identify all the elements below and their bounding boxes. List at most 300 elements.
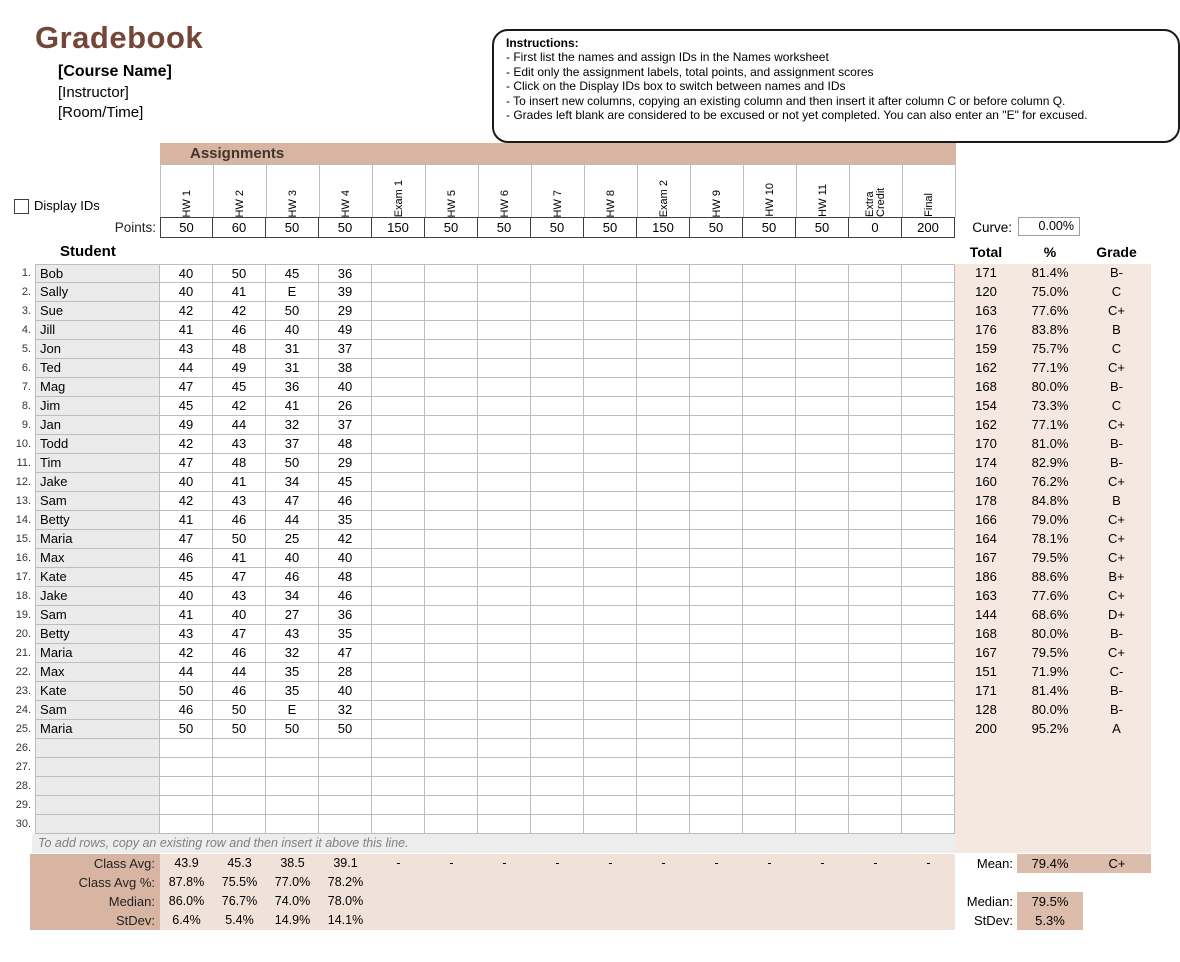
score-cell[interactable]: 41 <box>160 321 213 340</box>
score-cell[interactable]: 31 <box>266 359 319 378</box>
score-cell[interactable] <box>584 625 637 644</box>
score-cell[interactable] <box>160 758 213 777</box>
score-cell[interactable] <box>531 321 584 340</box>
score-cell[interactable] <box>743 549 796 568</box>
score-cell[interactable] <box>796 568 849 587</box>
score-cell[interactable]: 36 <box>319 606 372 625</box>
score-cell[interactable] <box>690 264 743 283</box>
assignment-column-header-cell[interactable] <box>744 164 797 217</box>
score-cell[interactable] <box>637 568 690 587</box>
student-name-cell[interactable]: Bob <box>35 264 160 283</box>
points-cell[interactable]: 50 <box>796 217 849 238</box>
score-cell[interactable] <box>584 644 637 663</box>
score-cell[interactable] <box>637 777 690 796</box>
score-cell[interactable] <box>902 435 955 454</box>
student-name-cell[interactable]: Sam <box>35 606 160 625</box>
score-cell[interactable] <box>213 796 266 815</box>
score-cell[interactable] <box>849 454 902 473</box>
score-cell[interactable] <box>902 644 955 663</box>
student-name-cell[interactable]: Ted <box>35 359 160 378</box>
student-name-cell[interactable]: Sam <box>35 492 160 511</box>
score-cell[interactable] <box>743 606 796 625</box>
score-cell[interactable] <box>902 663 955 682</box>
score-cell[interactable] <box>584 701 637 720</box>
points-cell[interactable]: 50 <box>531 217 584 238</box>
score-cell[interactable] <box>478 682 531 701</box>
points-cell[interactable]: 50 <box>690 217 743 238</box>
score-cell[interactable] <box>266 739 319 758</box>
score-cell[interactable] <box>849 340 902 359</box>
score-cell[interactable] <box>584 606 637 625</box>
score-cell[interactable]: 26 <box>319 397 372 416</box>
score-cell[interactable] <box>849 473 902 492</box>
score-cell[interactable] <box>531 549 584 568</box>
score-cell[interactable] <box>531 397 584 416</box>
score-cell[interactable] <box>637 340 690 359</box>
assignment-column-header-cell[interactable] <box>691 164 744 217</box>
score-cell[interactable] <box>637 378 690 397</box>
score-cell[interactable]: 45 <box>160 397 213 416</box>
score-cell[interactable] <box>902 492 955 511</box>
score-cell[interactable]: 42 <box>160 435 213 454</box>
score-cell[interactable] <box>478 397 531 416</box>
score-cell[interactable] <box>690 530 743 549</box>
score-cell[interactable] <box>849 568 902 587</box>
points-cell[interactable]: 50 <box>584 217 637 238</box>
score-cell[interactable] <box>796 549 849 568</box>
score-cell[interactable] <box>425 682 478 701</box>
score-cell[interactable]: 37 <box>266 435 319 454</box>
score-cell[interactable]: 40 <box>160 283 213 302</box>
score-cell[interactable] <box>160 815 213 834</box>
score-cell[interactable] <box>213 777 266 796</box>
score-cell[interactable] <box>690 815 743 834</box>
assignment-column-header-cell[interactable] <box>532 164 585 217</box>
score-cell[interactable] <box>584 264 637 283</box>
score-cell[interactable] <box>637 587 690 606</box>
assignment-column-header-cell[interactable] <box>638 164 691 217</box>
score-cell[interactable]: 45 <box>213 378 266 397</box>
score-cell[interactable] <box>478 492 531 511</box>
score-cell[interactable] <box>478 549 531 568</box>
score-cell[interactable] <box>372 587 425 606</box>
score-cell[interactable] <box>690 321 743 340</box>
score-cell[interactable]: 50 <box>213 701 266 720</box>
score-cell[interactable] <box>478 511 531 530</box>
score-cell[interactable]: 46 <box>213 644 266 663</box>
score-cell[interactable] <box>478 378 531 397</box>
student-name-cell[interactable] <box>35 815 160 834</box>
score-cell[interactable] <box>796 663 849 682</box>
score-cell[interactable] <box>478 359 531 378</box>
score-cell[interactable] <box>902 625 955 644</box>
student-name-cell[interactable]: Maria <box>35 530 160 549</box>
score-cell[interactable] <box>584 435 637 454</box>
score-cell[interactable] <box>743 283 796 302</box>
score-cell[interactable] <box>743 739 796 758</box>
score-cell[interactable]: 41 <box>266 397 319 416</box>
score-cell[interactable] <box>849 701 902 720</box>
score-cell[interactable] <box>796 777 849 796</box>
score-cell[interactable] <box>796 302 849 321</box>
score-cell[interactable] <box>531 340 584 359</box>
score-cell[interactable] <box>160 777 213 796</box>
assignment-column-header-cell[interactable] <box>426 164 479 217</box>
score-cell[interactable] <box>584 815 637 834</box>
student-name-cell[interactable]: Betty <box>35 511 160 530</box>
score-cell[interactable]: 43 <box>213 587 266 606</box>
score-cell[interactable] <box>213 758 266 777</box>
score-cell[interactable] <box>849 397 902 416</box>
student-name-cell[interactable]: Jim <box>35 397 160 416</box>
score-cell[interactable] <box>637 302 690 321</box>
assignment-column-header-cell[interactable] <box>585 164 638 217</box>
points-cell[interactable]: 50 <box>266 217 319 238</box>
score-cell[interactable] <box>637 682 690 701</box>
score-cell[interactable] <box>160 739 213 758</box>
student-name-cell[interactable]: Sally <box>35 283 160 302</box>
score-cell[interactable]: 32 <box>319 701 372 720</box>
score-cell[interactable] <box>796 340 849 359</box>
score-cell[interactable] <box>796 530 849 549</box>
score-cell[interactable]: 36 <box>319 264 372 283</box>
score-cell[interactable] <box>584 796 637 815</box>
score-cell[interactable] <box>425 625 478 644</box>
score-cell[interactable] <box>531 264 584 283</box>
score-cell[interactable] <box>584 682 637 701</box>
score-cell[interactable] <box>902 587 955 606</box>
score-cell[interactable] <box>637 815 690 834</box>
assignment-column-header-cell[interactable] <box>850 164 903 217</box>
score-cell[interactable] <box>531 302 584 321</box>
score-cell[interactable] <box>796 701 849 720</box>
score-cell[interactable] <box>372 739 425 758</box>
score-cell[interactable]: 41 <box>160 606 213 625</box>
score-cell[interactable] <box>637 530 690 549</box>
score-cell[interactable] <box>478 321 531 340</box>
course-name[interactable]: [Course Name] <box>58 63 172 80</box>
score-cell[interactable] <box>796 644 849 663</box>
score-cell[interactable]: 42 <box>319 530 372 549</box>
score-cell[interactable] <box>266 815 319 834</box>
score-cell[interactable] <box>902 340 955 359</box>
score-cell[interactable]: 41 <box>213 283 266 302</box>
score-cell[interactable]: 47 <box>160 530 213 549</box>
score-cell[interactable] <box>902 321 955 340</box>
score-cell[interactable]: 50 <box>213 530 266 549</box>
score-cell[interactable]: 43 <box>160 625 213 644</box>
score-cell[interactable] <box>584 758 637 777</box>
score-cell[interactable]: 43 <box>213 492 266 511</box>
score-cell[interactable] <box>425 473 478 492</box>
score-cell[interactable] <box>637 796 690 815</box>
score-cell[interactable]: 40 <box>160 264 213 283</box>
score-cell[interactable] <box>796 397 849 416</box>
score-cell[interactable] <box>637 663 690 682</box>
score-cell[interactable]: 41 <box>213 473 266 492</box>
score-cell[interactable] <box>372 530 425 549</box>
score-cell[interactable]: 44 <box>213 416 266 435</box>
score-cell[interactable] <box>584 663 637 682</box>
score-cell[interactable] <box>584 587 637 606</box>
score-cell[interactable] <box>372 796 425 815</box>
score-cell[interactable] <box>478 264 531 283</box>
score-cell[interactable] <box>584 359 637 378</box>
score-cell[interactable] <box>796 796 849 815</box>
score-cell[interactable] <box>902 416 955 435</box>
score-cell[interactable] <box>425 815 478 834</box>
score-cell[interactable] <box>743 492 796 511</box>
score-cell[interactable] <box>425 302 478 321</box>
score-cell[interactable] <box>796 435 849 454</box>
score-cell[interactable] <box>372 492 425 511</box>
score-cell[interactable]: E <box>266 701 319 720</box>
score-cell[interactable] <box>637 492 690 511</box>
score-cell[interactable] <box>637 397 690 416</box>
student-name-cell[interactable]: Kate <box>35 568 160 587</box>
score-cell[interactable] <box>902 530 955 549</box>
score-cell[interactable] <box>372 511 425 530</box>
score-cell[interactable] <box>637 359 690 378</box>
score-cell[interactable] <box>743 701 796 720</box>
score-cell[interactable]: 47 <box>213 568 266 587</box>
score-cell[interactable] <box>425 530 478 549</box>
score-cell[interactable] <box>266 796 319 815</box>
score-cell[interactable] <box>478 416 531 435</box>
score-cell[interactable] <box>425 606 478 625</box>
score-cell[interactable]: 35 <box>319 625 372 644</box>
score-cell[interactable]: 48 <box>213 454 266 473</box>
student-name-cell[interactable]: Max <box>35 663 160 682</box>
points-cell[interactable]: 150 <box>637 217 690 238</box>
score-cell[interactable] <box>319 739 372 758</box>
score-cell[interactable] <box>637 625 690 644</box>
score-cell[interactable] <box>478 701 531 720</box>
score-cell[interactable] <box>849 758 902 777</box>
score-cell[interactable] <box>690 701 743 720</box>
score-cell[interactable] <box>478 777 531 796</box>
score-cell[interactable]: 50 <box>319 720 372 739</box>
score-cell[interactable] <box>478 796 531 815</box>
score-cell[interactable] <box>425 663 478 682</box>
score-cell[interactable] <box>690 720 743 739</box>
score-cell[interactable] <box>902 264 955 283</box>
score-cell[interactable] <box>637 511 690 530</box>
score-cell[interactable] <box>849 587 902 606</box>
score-cell[interactable]: 46 <box>160 701 213 720</box>
score-cell[interactable] <box>743 682 796 701</box>
score-cell[interactable] <box>425 549 478 568</box>
score-cell[interactable] <box>531 663 584 682</box>
assignment-column-header-cell[interactable] <box>267 164 320 217</box>
score-cell[interactable] <box>690 682 743 701</box>
student-name-cell[interactable]: Todd <box>35 435 160 454</box>
score-cell[interactable] <box>637 264 690 283</box>
score-cell[interactable] <box>531 416 584 435</box>
score-cell[interactable] <box>902 777 955 796</box>
score-cell[interactable] <box>637 720 690 739</box>
score-cell[interactable] <box>372 321 425 340</box>
score-cell[interactable] <box>743 321 796 340</box>
score-cell[interactable] <box>637 473 690 492</box>
score-cell[interactable] <box>531 606 584 625</box>
score-cell[interactable] <box>319 758 372 777</box>
assignment-column-header-cell[interactable] <box>797 164 850 217</box>
score-cell[interactable]: 44 <box>160 663 213 682</box>
score-cell[interactable] <box>849 530 902 549</box>
score-cell[interactable] <box>902 397 955 416</box>
score-cell[interactable] <box>531 492 584 511</box>
score-cell[interactable]: 50 <box>266 302 319 321</box>
score-cell[interactable] <box>213 739 266 758</box>
score-cell[interactable] <box>478 644 531 663</box>
score-cell[interactable]: 46 <box>266 568 319 587</box>
score-cell[interactable] <box>531 796 584 815</box>
score-cell[interactable]: 42 <box>213 302 266 321</box>
score-cell[interactable] <box>266 758 319 777</box>
score-cell[interactable] <box>796 606 849 625</box>
score-cell[interactable] <box>743 340 796 359</box>
score-cell[interactable] <box>849 416 902 435</box>
score-cell[interactable] <box>425 720 478 739</box>
score-cell[interactable] <box>796 473 849 492</box>
score-cell[interactable] <box>478 625 531 644</box>
score-cell[interactable] <box>584 473 637 492</box>
score-cell[interactable] <box>531 587 584 606</box>
score-cell[interactable]: 35 <box>266 663 319 682</box>
score-cell[interactable] <box>531 720 584 739</box>
score-cell[interactable]: 40 <box>160 473 213 492</box>
score-cell[interactable]: 43 <box>266 625 319 644</box>
score-cell[interactable] <box>796 492 849 511</box>
score-cell[interactable] <box>425 321 478 340</box>
score-cell[interactable] <box>796 511 849 530</box>
score-cell[interactable] <box>849 264 902 283</box>
score-cell[interactable]: 38 <box>319 359 372 378</box>
score-cell[interactable] <box>637 435 690 454</box>
score-cell[interactable] <box>849 606 902 625</box>
score-cell[interactable] <box>478 815 531 834</box>
score-cell[interactable] <box>796 815 849 834</box>
student-name-cell[interactable]: Maria <box>35 720 160 739</box>
score-cell[interactable] <box>796 758 849 777</box>
score-cell[interactable] <box>743 264 796 283</box>
score-cell[interactable]: 49 <box>213 359 266 378</box>
score-cell[interactable] <box>478 739 531 758</box>
student-name-cell[interactable]: Jake <box>35 473 160 492</box>
score-cell[interactable] <box>849 663 902 682</box>
score-cell[interactable] <box>584 777 637 796</box>
points-cell[interactable]: 50 <box>478 217 531 238</box>
score-cell[interactable] <box>849 492 902 511</box>
points-cell[interactable]: 50 <box>319 217 372 238</box>
score-cell[interactable] <box>690 777 743 796</box>
points-cell[interactable]: 50 <box>160 217 213 238</box>
score-cell[interactable]: 50 <box>160 720 213 739</box>
score-cell[interactable]: 49 <box>160 416 213 435</box>
score-cell[interactable] <box>425 796 478 815</box>
score-cell[interactable]: 42 <box>213 397 266 416</box>
score-cell[interactable] <box>690 549 743 568</box>
score-cell[interactable] <box>796 454 849 473</box>
score-cell[interactable]: 40 <box>319 682 372 701</box>
score-cell[interactable] <box>796 416 849 435</box>
score-cell[interactable] <box>425 587 478 606</box>
score-cell[interactable] <box>531 625 584 644</box>
score-cell[interactable] <box>372 815 425 834</box>
score-cell[interactable]: 47 <box>319 644 372 663</box>
score-cell[interactable] <box>690 397 743 416</box>
score-cell[interactable] <box>902 473 955 492</box>
score-cell[interactable] <box>584 397 637 416</box>
score-cell[interactable] <box>425 511 478 530</box>
score-cell[interactable] <box>849 321 902 340</box>
score-cell[interactable] <box>531 701 584 720</box>
score-cell[interactable] <box>531 777 584 796</box>
display-ids-checkbox[interactable] <box>14 199 29 214</box>
score-cell[interactable] <box>372 435 425 454</box>
score-cell[interactable] <box>902 283 955 302</box>
score-cell[interactable] <box>531 454 584 473</box>
student-name-cell[interactable]: Jake <box>35 587 160 606</box>
score-cell[interactable] <box>690 378 743 397</box>
score-cell[interactable] <box>478 758 531 777</box>
score-cell[interactable] <box>425 492 478 511</box>
score-cell[interactable] <box>690 435 743 454</box>
score-cell[interactable] <box>690 739 743 758</box>
score-cell[interactable] <box>849 777 902 796</box>
score-cell[interactable] <box>743 454 796 473</box>
score-cell[interactable] <box>478 530 531 549</box>
score-cell[interactable] <box>796 378 849 397</box>
score-cell[interactable] <box>690 568 743 587</box>
score-cell[interactable] <box>213 815 266 834</box>
score-cell[interactable]: 39 <box>319 283 372 302</box>
score-cell[interactable] <box>372 625 425 644</box>
score-cell[interactable] <box>902 682 955 701</box>
score-cell[interactable] <box>637 549 690 568</box>
points-cell[interactable]: 50 <box>425 217 478 238</box>
points-cell[interactable]: 0 <box>849 217 902 238</box>
score-cell[interactable] <box>637 321 690 340</box>
score-cell[interactable]: 35 <box>319 511 372 530</box>
score-cell[interactable] <box>584 340 637 359</box>
score-cell[interactable] <box>531 758 584 777</box>
score-cell[interactable] <box>584 283 637 302</box>
score-cell[interactable]: 46 <box>213 682 266 701</box>
score-cell[interactable] <box>531 435 584 454</box>
score-cell[interactable] <box>584 454 637 473</box>
score-cell[interactable]: 41 <box>213 549 266 568</box>
score-cell[interactable] <box>902 606 955 625</box>
score-cell[interactable]: 48 <box>213 340 266 359</box>
score-cell[interactable] <box>425 739 478 758</box>
score-cell[interactable]: 43 <box>160 340 213 359</box>
student-name-cell[interactable]: Jon <box>35 340 160 359</box>
score-cell[interactable]: 45 <box>266 264 319 283</box>
score-cell[interactable] <box>584 739 637 758</box>
score-cell[interactable] <box>849 796 902 815</box>
score-cell[interactable] <box>319 777 372 796</box>
score-cell[interactable]: 50 <box>213 720 266 739</box>
score-cell[interactable]: 46 <box>213 511 266 530</box>
score-cell[interactable] <box>584 568 637 587</box>
score-cell[interactable] <box>902 549 955 568</box>
score-cell[interactable] <box>531 283 584 302</box>
score-cell[interactable] <box>478 720 531 739</box>
score-cell[interactable] <box>743 530 796 549</box>
student-name-cell[interactable]: Sue <box>35 302 160 321</box>
